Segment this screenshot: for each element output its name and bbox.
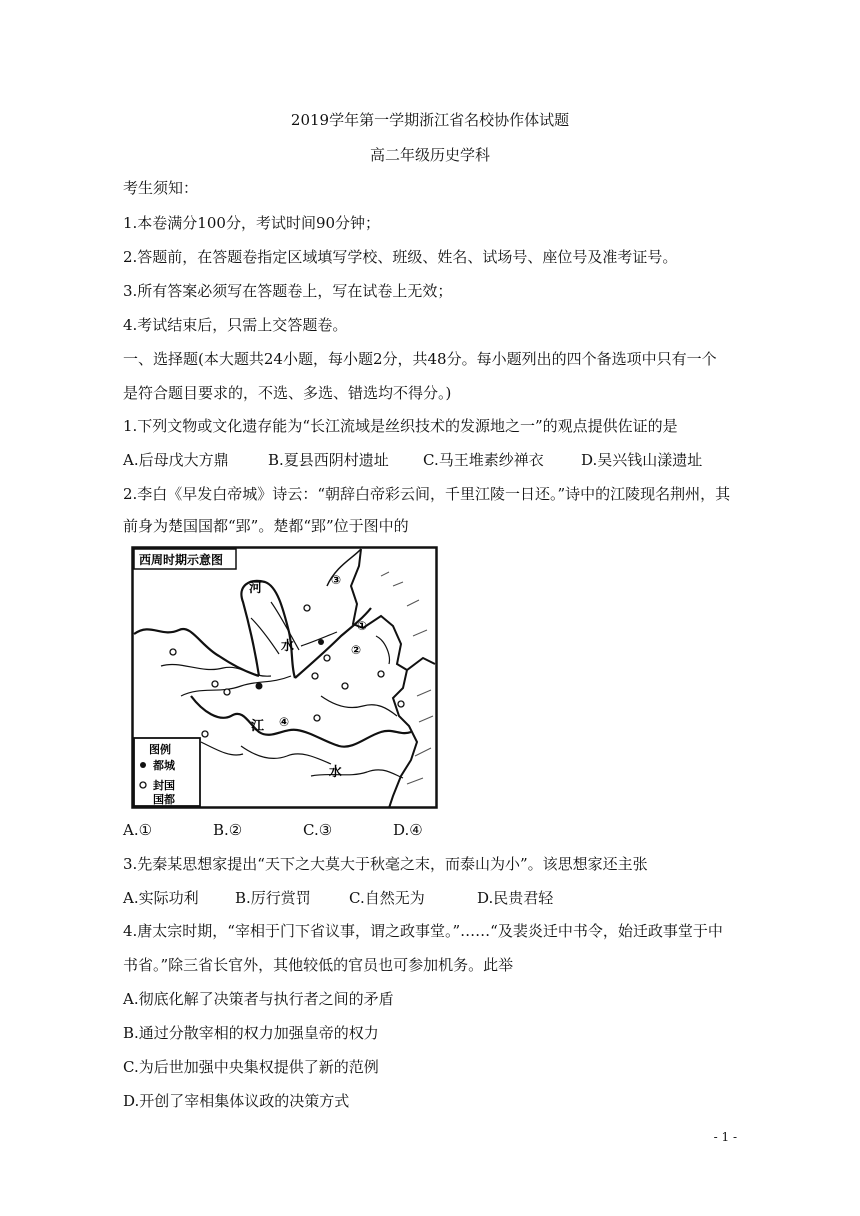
section-instructions-cont: 是符合题目要求的，不选、多选、错选均不得分。) — [123, 384, 452, 402]
river-label: 水 — [281, 639, 295, 654]
marker-3: ③ — [331, 573, 342, 587]
option-b: B.夏县西阴村遗址 — [268, 451, 389, 469]
notice-item: 1.本卷满分100分，考试时间90分钟； — [123, 214, 381, 232]
marker-2: ② — [351, 643, 362, 657]
notice-item: 4.考试结束后，只需上交答题卷。 — [123, 316, 348, 334]
question-4-option-a: A.彻底化解了决策者与执行者之间的矛盾 — [123, 990, 394, 1008]
page-number: - 1 - — [713, 1130, 737, 1144]
option-a: A.后母戊大方鼎 — [123, 451, 229, 469]
question-1-stem: 1.下列文物或文化遗存能为“长江流域是丝织技术的发源地之一”的观点提供佐证的是 — [123, 417, 678, 435]
question-4-stem-cont: 书省。”除三省长官外，其他较低的官员也可参加机务。此举 — [123, 956, 514, 974]
capital-marker — [318, 639, 324, 645]
question-4-option-d: D.开创了宰相集体议政的决策方式 — [123, 1092, 350, 1110]
legend-fief: 封国 — [153, 779, 175, 792]
legend-fief-capital: 国都 — [153, 793, 175, 806]
question-4-stem: 4.唐太宗时期，“宰相于门下省议事，谓之政事堂。”……“及裴炎迁中书令，始迁政事堂于中 — [123, 922, 723, 940]
option-c: C.③ — [303, 821, 333, 839]
section-instructions: 一、选择题(本大题共24小题，每小题2分，共48分。每小题列出的四个备选项中只有一个 — [123, 350, 717, 368]
option-b: B.② — [213, 821, 243, 839]
exam-subtitle: 高二年级历史学科 — [369, 146, 490, 164]
marker-4: ④ — [279, 715, 290, 729]
river-label: 河 — [249, 581, 263, 596]
option-c: C.马王堆素纱禅衣 — [423, 451, 544, 469]
legend-heading: 图例 — [149, 743, 171, 756]
notice-heading: 考生须知： — [123, 179, 199, 197]
capital-marker — [256, 683, 263, 690]
legend-capital: 都城 — [153, 759, 175, 772]
notice-item: 2.答题前，在答题卷指定区域填写学校、班级、姓名、试场号、座位号及准考证号。 — [123, 248, 678, 266]
question-3-stem: 3.先秦某思想家提出“天下之大莫大于秋毫之末，而泰山为小”。该思想家还主张 — [123, 855, 648, 873]
river-label: 江 — [251, 719, 265, 734]
option-d: D.吴兴钱山漾遗址 — [581, 451, 703, 469]
notice-item: 3.所有答案必须写在答题卷上，写在试卷上无效； — [123, 282, 453, 300]
option-a: A.① — [123, 821, 153, 839]
option-b: B.厉行赏罚 — [235, 889, 311, 907]
option-a: A.实际功利 — [123, 889, 199, 907]
question-4-option-c: C.为后世加强中央集权提供了新的范例 — [123, 1058, 379, 1076]
exam-title: 2019学年第一学期浙江省名校协作体试题 — [290, 111, 570, 129]
option-d: D.④ — [393, 821, 423, 839]
western-zhou-map — [131, 546, 438, 809]
question-2-stem-cont: 前身为楚国国都“郢”。楚都“郢”位于图中的 — [123, 517, 409, 535]
option-c: C.自然无为 — [349, 889, 425, 907]
river-label: 水 — [329, 765, 343, 780]
question-2-stem: 2.李白《早发白帝城》诗云：“朝辞白帝彩云间，千里江陵一日还。”诗中的江陵现名荆州，其 — [123, 485, 731, 503]
map-title: 西周时期示意图 — [139, 553, 224, 567]
marker-1: ① — [357, 619, 368, 633]
question-4-option-b: B.通过分散宰相的权力加强皇帝的权力 — [123, 1024, 379, 1042]
option-d: D.民贵君轻 — [477, 889, 554, 907]
